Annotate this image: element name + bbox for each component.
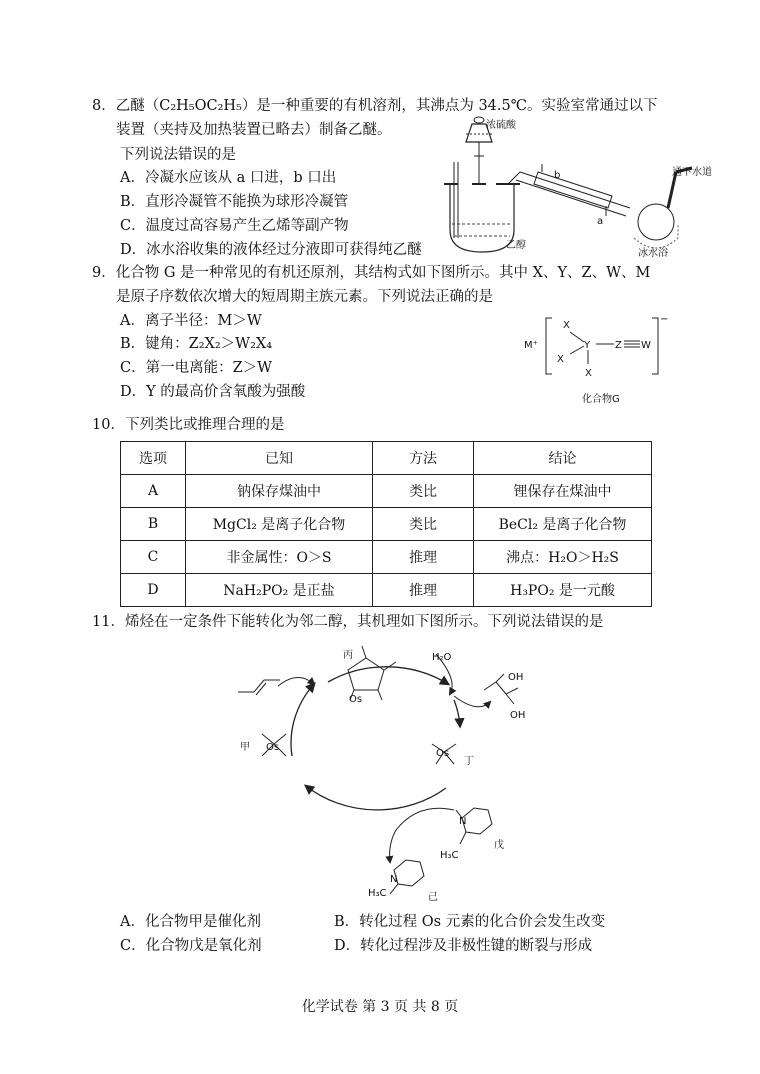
q8-option-d: D．冰水浴收集的液体经过分液即可获得纯乙醚 [120,242,422,258]
table-cell: 非金属性：O＞S [186,541,373,574]
table-cell: 沸点：H₂O＞H₂S [474,541,652,574]
q8-option-b: B．直形冷凝管不能换为球形冷凝管 [120,194,349,210]
q11-label-h3c-ji: H₃C [368,888,387,899]
q9-option-d: D．Y 的最高价含氧酸为强酸 [120,384,306,400]
table-cell: B [121,508,186,541]
q11-label-os-bing: Os [349,694,363,705]
q8-stem-line1: 8．乙醚（C₂H₅OC₂H₅）是一种重要的有机溶剂，其沸点为 34.5℃。实验室常通过以下 [92,98,658,114]
table-header-cell: 已知 [186,442,373,475]
q11-label-ji: 己 [428,892,438,903]
q9-label-x2: X [557,354,564,365]
q11-label-wu: 戊 [494,840,504,851]
q9-label-minus: − [660,314,669,325]
q9-label-m: M⁺ [524,340,538,351]
table-cell: 锂保存在煤油中 [474,475,652,508]
table-cell: A [121,475,186,508]
table-row [121,574,652,607]
q11-label-n-wu: N [459,816,467,827]
q8-label-sewer: 通下水道 [672,167,712,178]
q11-label-bing: 丙 [343,650,353,661]
table-header-cell: 结论 [474,442,652,475]
q11-option-c: C．化合物戊是氧化剂 [120,938,262,954]
q8-option-c: C．温度过高容易产生乙烯等副产物 [120,218,349,234]
q9-label-z: Z [615,340,622,351]
table-cell: MgCl₂ 是离子化合物 [186,508,373,541]
q11-option-b: B．转化过程 Os 元素的化合价会发生改变 [334,914,606,930]
table-cell: 钠保存煤油中 [186,475,373,508]
table-cell: NaH₂PO₂ 是正盐 [186,574,373,607]
q11-label-h3c-wu: H₃C [440,850,459,861]
q9-option-c: C．第一电离能：Z＞W [120,360,273,376]
q9-stem-line1: 9．化合物 G 是一种常见的有机还原剂，其结构式如下图所示。其中 X、Y、Z、W、M [92,265,651,281]
table-row [121,475,652,508]
table-cell: C [121,541,186,574]
table-header-cell: 方法 [373,442,474,475]
q11-mechanism-figure [228,640,548,908]
q11-label-os-jia: Os [266,742,280,753]
q8-label-ice-bath: 冰水浴 [638,248,668,259]
q11-label-oh2: OH [510,710,526,721]
q8-label-ethanol: 乙醇 [506,240,526,251]
table-cell: D [121,574,186,607]
q11-label-ding: 丁 [464,756,474,767]
q9-label-w: W [641,340,651,351]
q8-option-a: A．冷凝水应该从 a 口进，b 口出 [120,170,337,186]
table-cell: BeCl₂ 是离子化合物 [474,508,652,541]
q11-label-os-ding: Os [436,748,450,759]
q8-label-acid: 浓硫酸 [486,120,516,131]
q11-label-oh1: OH [508,672,524,683]
q11-stem: 11．烯烃在一定条件下能转化为邻二醇，其机理如下图所示。下列说法错误的是 [92,614,604,630]
table-cell: 类比 [373,508,474,541]
q9-stem-line2: 是原子序数依次增大的短周期主族元素。下列说法正确的是 [116,289,493,305]
q9-label-y: Y [584,340,591,351]
table-header-row [121,442,652,475]
q10-table [120,441,652,607]
table-cell: H₃PO₂ 是一元酸 [474,574,652,607]
q8-stem-line2: 装置（夹持及加热装置已略去）制备乙醚。 [116,122,392,138]
table-cell: 推理 [373,574,474,607]
q8-question: 下列说法错误的是 [120,147,236,163]
q11-label-water: H₂O [432,652,452,663]
q9-option-a: A．离子半径：M＞W [120,313,262,329]
q9-label-x1: X [563,320,570,331]
q11-option-a: A．化合物甲是催化剂 [120,914,261,930]
q8-label-b: b [554,170,561,181]
table-header-cell: 选项 [121,442,186,475]
q9-label-x3: X [585,368,592,379]
q9-option-b: B．键角：Z₂X₂＞W₂X₄ [120,336,273,352]
q10-stem: 10．下列类比或推理合理的是 [92,417,285,433]
q11-label-jia: 甲 [240,742,250,753]
page-footer: 化学试卷 第 3 页 共 8 页 [301,999,459,1015]
q11-option-d: D．转化过程涉及非极性键的断裂与形成 [334,938,593,954]
q9-caption: 化合物G [582,394,620,405]
q11-label-n-ji: N [390,874,398,885]
table-cell: 推理 [373,541,474,574]
table-cell: 类比 [373,475,474,508]
q8-apparatus-figure [410,112,700,262]
q8-label-a: a [597,216,604,227]
table-row [121,541,652,574]
table-row [121,508,652,541]
